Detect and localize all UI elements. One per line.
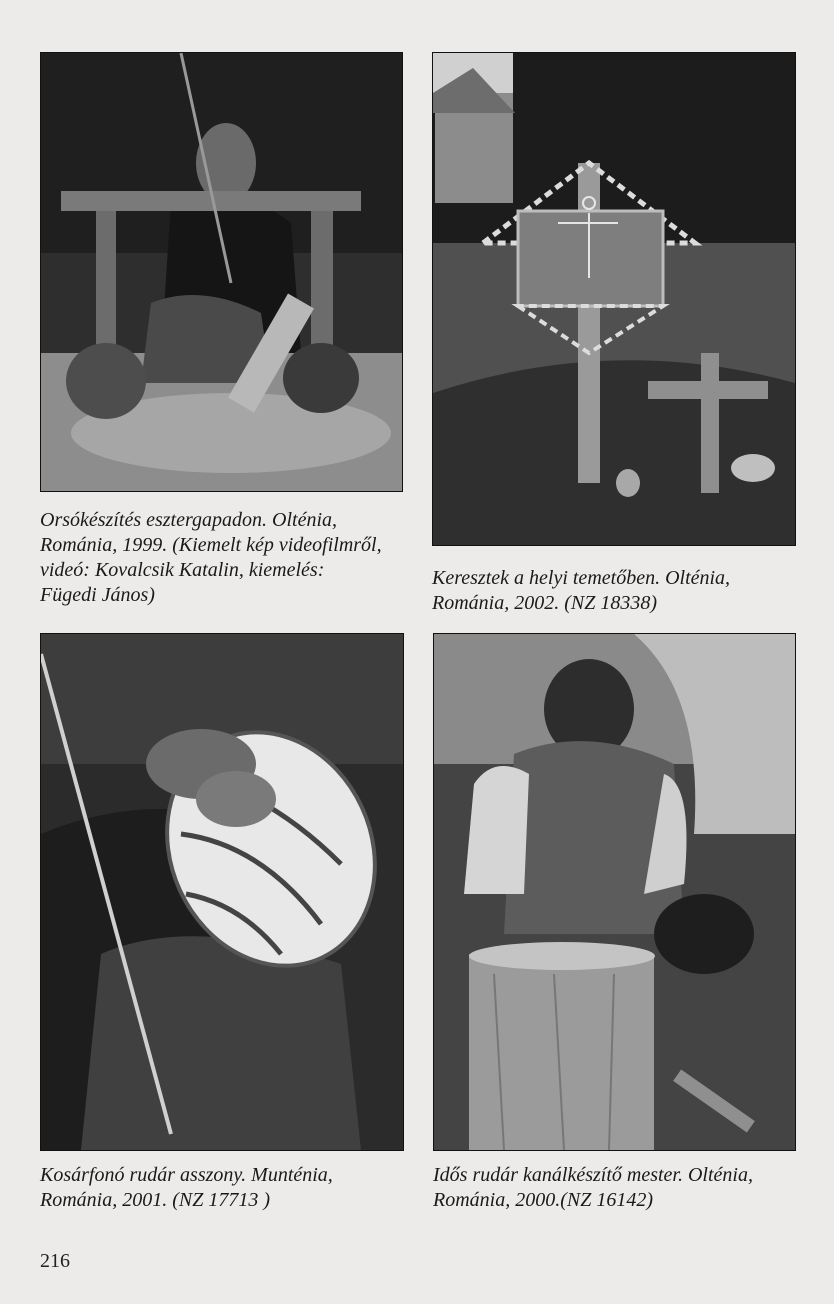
- caption-line: Fügedi János): [40, 584, 155, 606]
- caption-cemetery-crosses: [432, 566, 730, 616]
- caption-line: Románia, 1999. (Kiemelt kép videofilmről,: [40, 534, 382, 556]
- page-number: 216: [40, 1250, 70, 1272]
- caption-line: Románia, 2001. (NZ 17713 ): [40, 1189, 270, 1211]
- photo-spindle-lathe: [40, 52, 403, 492]
- photo-basket-weaver: [40, 633, 404, 1151]
- caption-line: Orsókészítés esztergapadon. Olténia,: [40, 509, 338, 531]
- caption-line: Keresztek a helyi temetőben. Olténia,: [432, 567, 731, 589]
- caption-line: Románia, 2000.(NZ 16142): [433, 1189, 653, 1211]
- caption-basket-weaver: [40, 1163, 333, 1213]
- caption-spindle-lathe: [40, 508, 382, 608]
- caption-spoon-carver: [433, 1163, 753, 1213]
- caption-line: Kosárfonó rudár asszony. Munténia,: [40, 1164, 333, 1186]
- caption-line: Idős rudár kanálkészítő mester. Olténia,: [433, 1164, 753, 1186]
- caption-line: videó: Kovalcsik Katalin, kiemelés:: [40, 559, 325, 581]
- caption-line: Románia, 2002. (NZ 18338): [432, 592, 657, 614]
- photo-cemetery-crosses: [432, 52, 796, 546]
- photo-spoon-carver: [433, 633, 796, 1151]
